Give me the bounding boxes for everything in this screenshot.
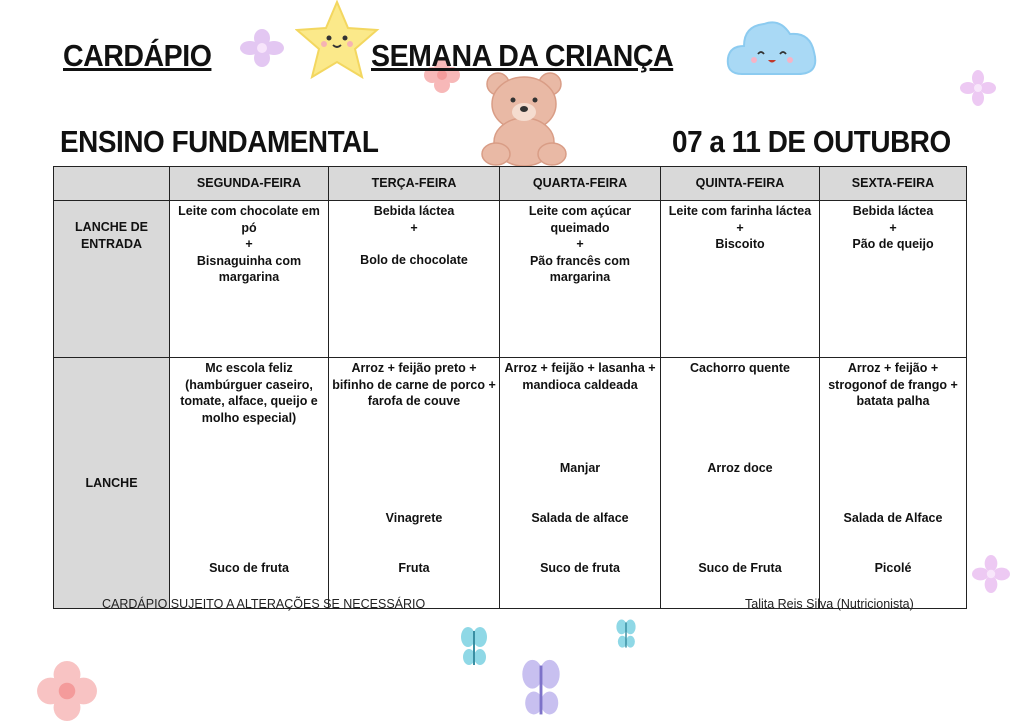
dessert: Manjar (559, 461, 601, 475)
page-subtitle: SEMANA DA CRIANÇA (371, 38, 674, 73)
menu-cell (661, 358, 820, 609)
plus-sign: + (736, 220, 744, 235)
main-dish: Mc escola feliz (hambúrguer caseiro, tomate, alface, queijo e molho especial) (180, 361, 318, 425)
flower-icon (960, 70, 996, 106)
drink: Suco de Fruta (698, 561, 782, 575)
menu-item: Bebida láctea (373, 204, 455, 218)
plus-sign: + (889, 220, 897, 235)
day-header: SEGUNDA-FEIRA (170, 167, 329, 201)
drink: Picolé (874, 561, 912, 575)
menu-table (53, 166, 967, 609)
butterfly-icon (518, 656, 564, 724)
menu-cell (500, 358, 661, 609)
row-label: LANCHE DE ENTRADA (54, 201, 170, 358)
day-header: QUARTA-FEIRA (500, 167, 661, 201)
drink: Fruta (398, 561, 430, 575)
plus-sign: + (410, 220, 418, 235)
table-row (54, 358, 967, 609)
side-dish: Vinagrete (385, 511, 443, 525)
day-header: QUINTA-FEIRA (661, 167, 820, 201)
disclaimer: CARDÁPIO SUJEITO A ALTERAÇÕES SE NECESSÁRIO (102, 597, 426, 611)
menu-cell (500, 201, 661, 358)
menu-cell (170, 358, 329, 609)
menu-cell (820, 201, 967, 358)
menu-item: Leite com farinha láctea (668, 204, 812, 218)
school-segment: ENSINO FUNDAMENTAL (60, 124, 379, 159)
menu-item: Leite com açúcar queimado (528, 204, 632, 235)
day-header: SEXTA-FEIRA (820, 167, 967, 201)
main-dish: Arroz + feijão + strogonof de frango + batata palha (828, 361, 958, 408)
side-dish: Salada de alface (531, 511, 629, 525)
main-dish: Arroz + feijão preto + bifinho de carne de porco + farofa de couve (332, 361, 496, 408)
menu-cell (820, 358, 967, 609)
flower-icon (972, 555, 1010, 593)
drink: Suco de fruta (540, 561, 620, 575)
date-range: 07 a 11 DE OUTUBRO (672, 124, 951, 159)
plus-sign: + (576, 237, 584, 251)
table-corner-cell (54, 167, 170, 201)
menu-item: Biscoito (715, 237, 765, 251)
table-row (54, 201, 967, 358)
plus-sign: + (245, 237, 253, 251)
side-dish: Salada de Alface (843, 511, 943, 525)
menu-cell (329, 201, 500, 358)
main-dish: Arroz + feijão + lasanha + mandioca caldeada (504, 361, 656, 392)
table-header-row (54, 167, 967, 201)
menu-item: Bolo de chocolate (360, 253, 468, 267)
dessert: Arroz doce (707, 461, 773, 475)
menu-cell (329, 358, 500, 609)
menu-item: Leite com chocolate em pó (178, 204, 320, 235)
butterfly-icon (458, 625, 490, 671)
menu-cell (170, 201, 329, 358)
menu-item: Pão francês com margarina (529, 253, 631, 284)
butterfly-icon (614, 618, 638, 652)
flower-icon (232, 28, 292, 68)
menu-cell (661, 201, 820, 358)
star-icon (295, 0, 380, 80)
drink: Suco de fruta (209, 561, 289, 575)
day-header: TERÇA-FEIRA (329, 167, 500, 201)
page-title: CARDÁPIO (63, 38, 212, 73)
nutritionist-signature: Talita Reis Silva (Nutricionista) (745, 597, 914, 611)
teddy-bear-icon (470, 68, 580, 168)
row-label: LANCHE (54, 358, 170, 609)
menu-item: Pão de queijo (852, 237, 934, 251)
main-dish: Cachorro quente (689, 361, 790, 375)
flower-icon (36, 660, 98, 722)
menu-item: Bisnaguinha com margarina (196, 253, 302, 284)
menu-item: Bebida láctea (852, 204, 934, 218)
cloud-icon (724, 12, 820, 84)
